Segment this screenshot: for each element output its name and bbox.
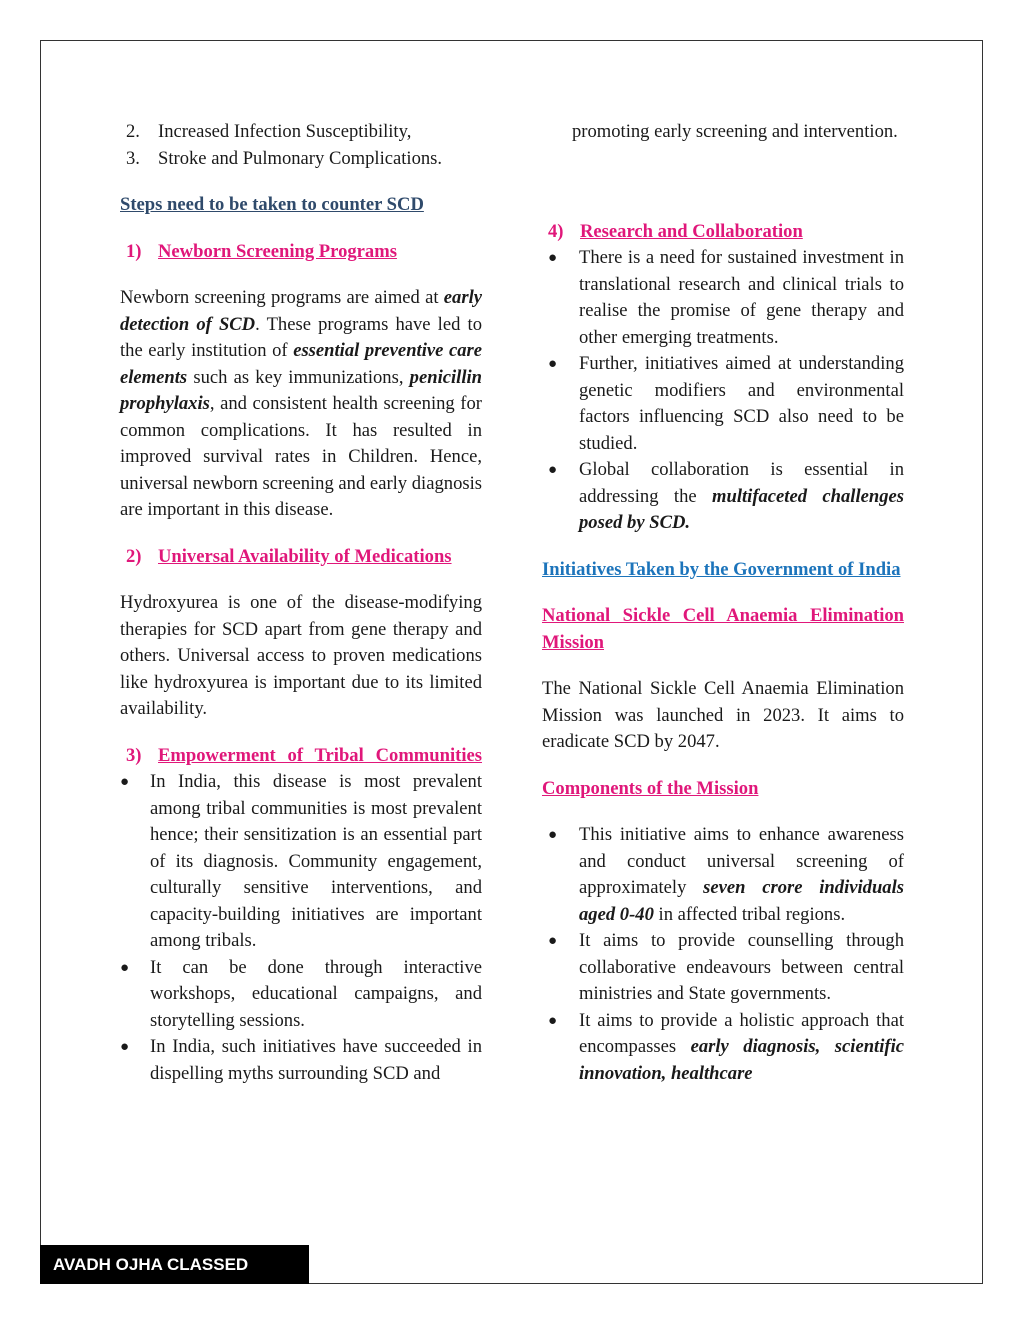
- list-item: ● There is a need for sustained investment in translational research and clinical trials to realise the promise of gene therapy and other emerging treatments.: [542, 245, 904, 351]
- footer-brand: AVADH OJHA CLASSED: [40, 1245, 309, 1284]
- list-item: 3. Stroke and Pulmonary Complications.: [126, 147, 443, 169]
- section-4-heading: 4) Research and Collaboration: [548, 220, 803, 242]
- components-bullets: [542, 822, 904, 1087]
- section-3-heading: 3) Empowerment of Tribal Communities: [126, 744, 482, 766]
- section-3-bullets: [120, 769, 482, 1087]
- list-item: ● In India, such initiatives have succeeded in dispelling myths surrounding SCD and: [120, 1034, 482, 1087]
- list-item: ● It can be done through interactive workshops, educational campaigns, and storytelling sessions.: [120, 955, 482, 1035]
- section-4-bullets: [542, 245, 904, 537]
- right-column: [542, 119, 904, 1087]
- section-1-heading: 1) Newborn Screening Programs: [126, 240, 397, 262]
- continued-list: [120, 119, 482, 172]
- list-item: ● In India, this disease is most prevalent among tribal communities is most prevalent hence; their sensitization is an essential part of its diagnosis. Community engagement, culturally sensitive interventions, and capacity-building initiatives are important among tribals.: [120, 769, 482, 955]
- list-item: ● This initiative aims to enhance awareness and conduct universal screening of approximately seven crore individuals aged 0-40 in affected tribal regions.: [542, 822, 904, 928]
- steps-heading: Steps need to be taken to counter SCD: [120, 194, 424, 215]
- list-item: ● Further, initiatives aimed at understanding genetic modifiers and environmental factors influencing SCD also need to be studied.: [542, 351, 904, 457]
- left-column: [120, 119, 482, 1087]
- components-heading: Components of the Mission: [542, 777, 759, 799]
- section-2-heading: 2) Universal Availability of Medications: [126, 545, 452, 567]
- mission-paragraph: The National Sickle Cell Anaemia Elimination Mission was launched in 2023. It aims to eradicate SCD by 2047.: [542, 678, 904, 752]
- continued-text: promoting early screening and intervention.: [572, 121, 898, 142]
- list-item: ● It aims to provide a holistic approach that encompasses early diagnosis, scientific innovation, healthcare: [542, 1008, 904, 1088]
- initiatives-heading: Initiatives Taken by the Government of India: [542, 558, 901, 580]
- list-item: ● It aims to provide counselling through collaborative endeavours between central ministries and State governments.: [542, 928, 904, 1008]
- mission-heading: National Sickle Cell Anaemia Elimination Mission: [542, 605, 904, 653]
- section-1-paragraph: Newborn screening programs are aimed at early detection of SCD. These programs have led to the early institution of essential preventive care elements such as key immunizations, penicillin prophylaxis, and consistent health screening for common complications. It has resulted in improved survival rates in Children. Hence, universal newborn screening and early diagnosis are important in this disease.: [120, 287, 483, 520]
- list-item: ● Global collaboration is essential in addressing the multifaceted challenges posed by SCD.: [542, 457, 904, 537]
- section-2-paragraph: Hydroxyurea is one of the disease-modifying therapies for SCD apart from gene therapy and others. Universal access to proven medications like hydroxyurea is important due to its limited availability.: [120, 592, 482, 719]
- list-item: 2. Increased Infection Susceptibility,: [126, 121, 412, 142]
